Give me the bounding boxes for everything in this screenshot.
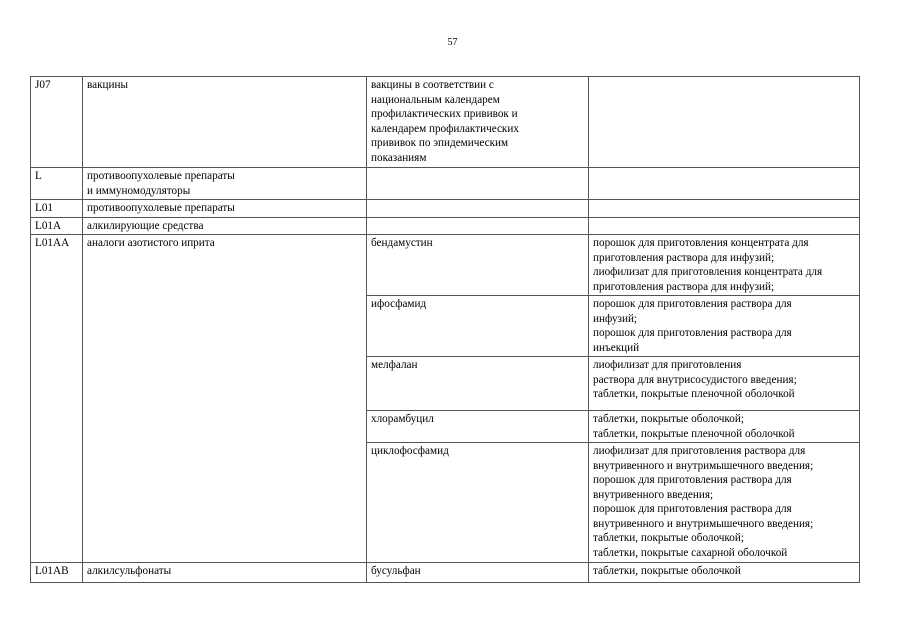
dosage-form-cell: порошок для приготовления концентрата для приготовления раствора для инфузий; лиофилизат для приготовления концентрата для приготовления раствора для инфузий; xyxy=(589,235,860,296)
atc-group-cell: вакцины xyxy=(83,77,367,168)
drug-name-cell: бендамустин xyxy=(367,235,589,296)
atc-code-cell: L01A xyxy=(31,217,83,235)
atc-group-cell: противоопухолевые препараты и иммуномодуляторы xyxy=(83,168,367,200)
atc-group-cell: противоопухолевые препараты xyxy=(83,200,367,218)
drug-classification-table xyxy=(30,76,860,583)
dosage-form-cell: порошок для приготовления раствора для инфузий; порошок для приготовления раствора для инъекций xyxy=(589,296,860,357)
dosage-form-cell xyxy=(589,77,860,168)
table-row xyxy=(31,200,860,218)
drug-name-cell: мелфалан xyxy=(367,357,589,411)
table-row xyxy=(31,168,860,200)
table-row xyxy=(31,217,860,235)
atc-code-cell: L xyxy=(31,168,83,200)
dosage-form-cell xyxy=(589,200,860,218)
table-row xyxy=(31,235,860,296)
drug-name-cell xyxy=(367,200,589,218)
dosage-form-cell xyxy=(589,217,860,235)
atc-group-cell: аналоги азотистого иприта xyxy=(83,235,367,563)
drug-name-cell: бусульфан xyxy=(367,563,589,583)
atc-group-cell: алкилсульфонаты xyxy=(83,563,367,583)
atc-code-cell: L01AB xyxy=(31,563,83,583)
atc-code-cell: L01AA xyxy=(31,235,83,563)
drug-name-cell: хлорамбуцил xyxy=(367,411,589,443)
atc-code-cell: L01 xyxy=(31,200,83,218)
drug-name-cell xyxy=(367,168,589,200)
atc-code-cell: J07 xyxy=(31,77,83,168)
dosage-form-cell: лиофилизат для приготовления раствора для внутривенного и внутримышечного введения; порошок для приготовления раствора для внутривенного введения; порошок для приготовления раствора для внутривенного и внутримышечного введения; таблетки, покрытые оболочкой; таблетки, покрытые сахарной оболочкой xyxy=(589,443,860,563)
drug-name-cell: ифосфамид xyxy=(367,296,589,357)
dosage-form-cell: лиофилизат для приготовления раствора для внутрисосудистого введения; таблетки, покрытые пленочной оболочкой xyxy=(589,357,860,411)
page-number: 57 xyxy=(447,37,458,48)
table-row xyxy=(31,77,860,168)
drug-name-cell xyxy=(367,217,589,235)
dosage-form-cell: таблетки, покрытые оболочкой; таблетки, покрытые пленочной оболочкой xyxy=(589,411,860,443)
atc-group-cell: алкилирующие средства xyxy=(83,217,367,235)
drug-name-cell: циклофосфамид xyxy=(367,443,589,563)
table-row xyxy=(31,563,860,583)
drug-name-cell: вакцины в соответствии с национальным календарем профилактических прививок и календарем профилактических прививок по эпидемическим показаниям xyxy=(367,77,589,168)
dosage-form-cell: таблетки, покрытые оболочкой xyxy=(589,563,860,583)
dosage-form-cell xyxy=(589,168,860,200)
